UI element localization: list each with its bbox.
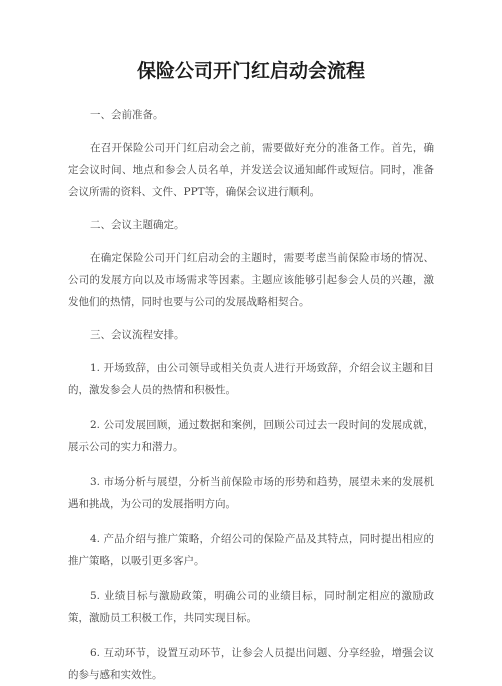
- document-title: 保险公司开门红启动会流程: [136, 60, 365, 82]
- agenda-item-opening: 1. 开场致辞，由公司领导或相关负责人进行开场致辞，介绍会议主题和目的，激发参会人员的热情和积极性。: [68, 362, 434, 396]
- section-heading-agenda: 三、会议流程安排。: [90, 329, 185, 341]
- section-heading-prep: 一、会前准备。: [90, 109, 164, 121]
- agenda-item-products: 4. 产品介绍与推广策略，介绍公司的保险产品及其特点，同时提出相应的推广策略，以吸引更多客户。: [68, 533, 434, 567]
- agenda-item-review: 2. 公司发展回顾，通过数据和案例，回顾公司过去一段时间的发展成就，展示公司的实力和潜力。: [68, 419, 434, 453]
- agenda-item-market: 3. 市场分析与展望，分析当前保险市场的形势和趋势，展望未来的发展机遇和挑战，为公司的发展指明方向。: [68, 476, 434, 510]
- paragraph-prep: 在召开保险公司开门红启动会之前，需要做好充分的准备工作。首先，确定会议时间、地点和参会人员名单，并发送会议通知邮件或短信。同时，准备会议所需的资料、文件、PPT等，确保会议进行顺利。: [68, 142, 434, 198]
- paragraph-theme: 在确定保险公司开门红启动会的主题时，需要考虑当前保险市场的情况、公司的发展方向以及市场需求等因素。主题应该能够引起参会人员的兴趣，激发他们的热情，同时也要与公司的发展战略相契合。: [68, 252, 434, 308]
- agenda-item-targets: 5. 业绩目标与激励政策，明确公司的业绩目标，同时制定相应的激励政策，激励员工积极工作，共同实现目标。: [68, 590, 434, 624]
- section-heading-theme: 二、会议主题确定。: [90, 219, 185, 231]
- agenda-item-interaction: 6. 互动环节，设置互动环节，让参会人员提出问题、分享经验，增强会议的参与感和实效性。: [68, 647, 434, 681]
